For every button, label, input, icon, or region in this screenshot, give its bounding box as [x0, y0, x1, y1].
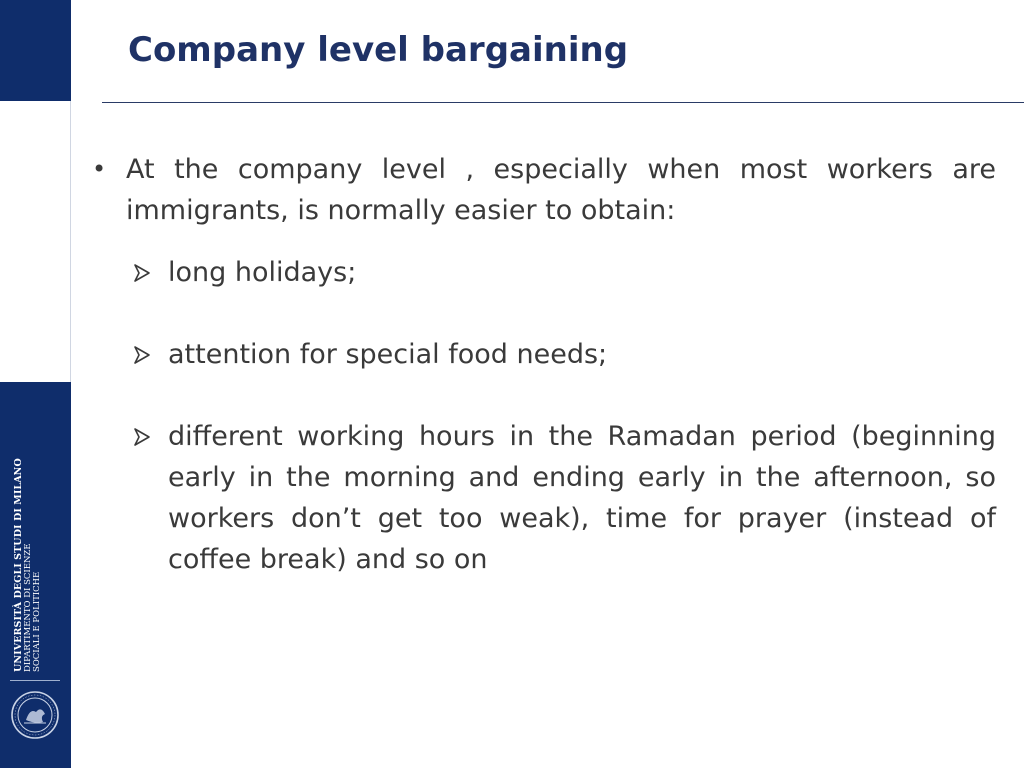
arrowhead-bullet-icon	[132, 252, 168, 293]
slide-title: Company level bargaining	[128, 30, 629, 70]
arrowhead-bullet-icon	[132, 416, 168, 457]
sub-bullet-text: attention for special food needs;	[168, 339, 608, 370]
sub-bullet-item	[132, 252, 996, 293]
sub-bullet-text: different working hours in the Ramadan period (beginning early in the morning and ending early in the afternoon, so workers don’t get too weak), time for prayer (instead of coffee break) and so on	[168, 421, 996, 575]
department-line-1: DIPARTIMENTO DI SCIENZE	[22, 543, 33, 672]
university-name-block	[14, 432, 42, 672]
seal-divider	[10, 680, 60, 681]
sub-bullet-item	[132, 416, 996, 580]
department-line-2: SOCIALI E POLITICHE	[31, 571, 42, 672]
bullet-item	[92, 149, 996, 231]
sidebar-middle-panel	[0, 101, 71, 382]
sub-bullet-text: long holidays;	[168, 257, 357, 288]
sub-bullet-item	[132, 334, 996, 375]
university-name: UNIVERSITÀ DEGLI STUDI DI MILANO	[13, 458, 24, 672]
sidebar-top-band	[0, 0, 71, 101]
bullet-dot-icon: •	[92, 155, 107, 183]
sub-bullet-list	[92, 252, 996, 580]
bullet-text: At the company level , especially when most workers are immigrants, is normally easier to obtain:	[126, 154, 996, 226]
slide-content	[92, 149, 996, 580]
title-divider	[102, 102, 1024, 103]
university-seal-icon	[10, 690, 60, 740]
arrowhead-bullet-icon	[132, 334, 168, 375]
